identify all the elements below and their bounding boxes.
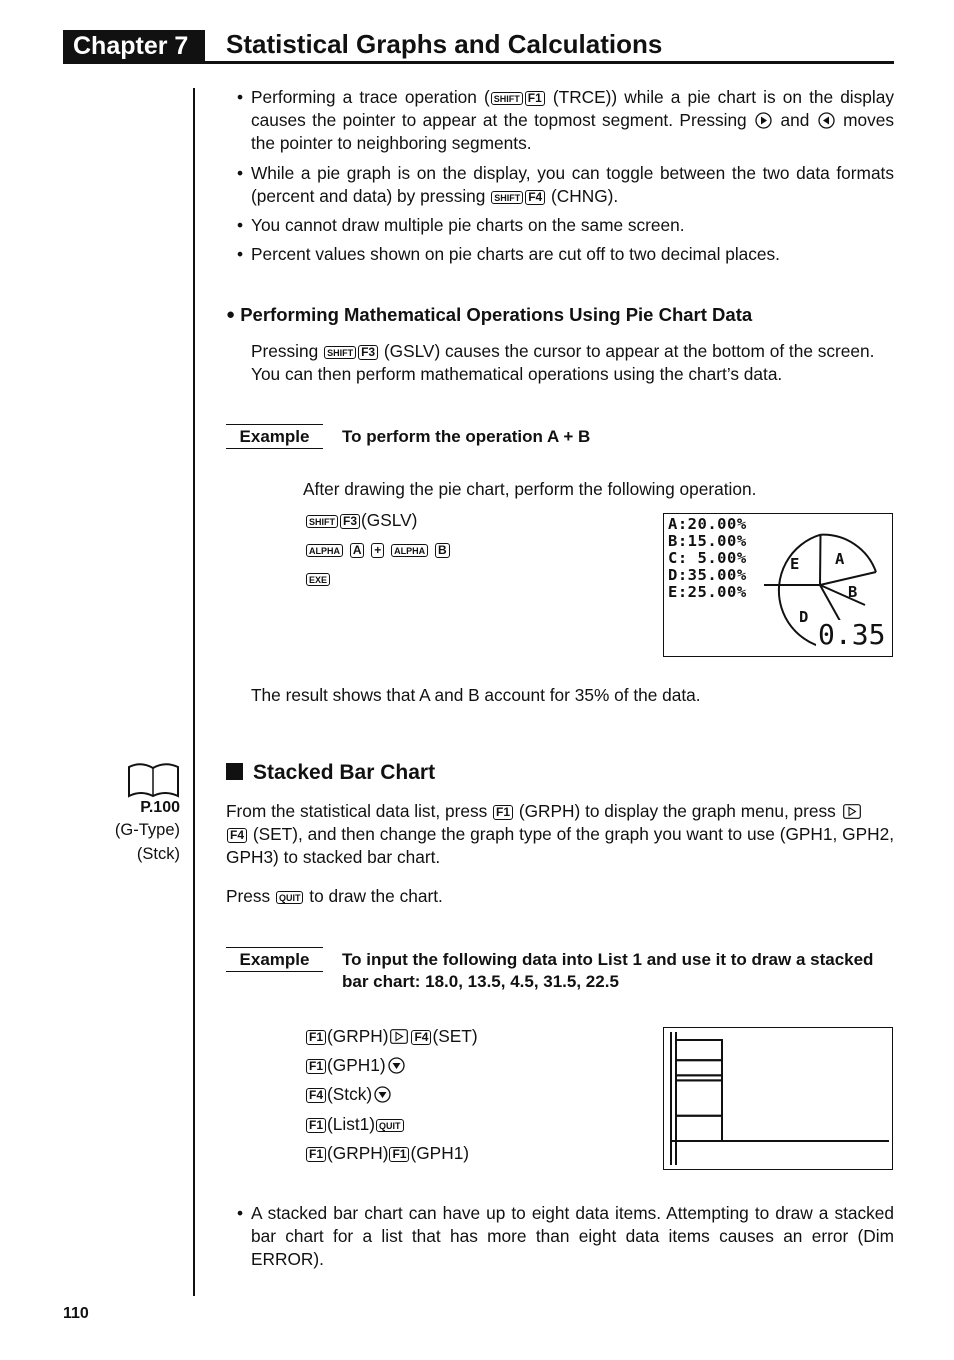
- pie-line: A:20.00%: [668, 515, 747, 533]
- pie-line: B:15.00%: [668, 532, 747, 550]
- f4-key: F4: [306, 1088, 326, 1103]
- example-label: Example: [226, 424, 323, 449]
- segment-label-a: A: [835, 550, 845, 568]
- section-square-icon: [226, 763, 243, 780]
- f1-key: F1: [306, 1030, 326, 1045]
- b-key: B: [435, 543, 450, 558]
- calculator-screen-stacked-bar: [663, 1027, 893, 1170]
- f1-key: F1: [389, 1147, 409, 1162]
- f1-key: F1: [306, 1059, 326, 1074]
- stacked-bar-segment: [676, 1060, 722, 1075]
- quit-key: QUIT: [376, 1119, 404, 1132]
- shift-key: SHIFT: [491, 191, 523, 204]
- stacked-bar-segment: [676, 1080, 722, 1115]
- example-instruction: After drawing the pie chart, perform the following operation.: [303, 479, 757, 499]
- segment-label-e: E: [790, 555, 800, 573]
- step-gslv: SHIFT F3 (GSLV): [305, 509, 417, 532]
- margin-rule: [193, 88, 195, 1296]
- shift-key: SHIFT: [491, 92, 523, 105]
- example-description: To perform the operation A + B: [342, 427, 591, 446]
- f1-key: F1: [306, 1147, 326, 1162]
- pie-line: C: 5.00%: [668, 549, 747, 567]
- stacked-limit-note: A stacked bar chart can have up to eight data items. Attempting to draw a stacked bar chart for a list that has more than eight data items causes an error (Dim ERROR).: [251, 1203, 894, 1269]
- stacked-intro: From the statistical data list, press F1 (GRPH) to display the graph menu, press F4 (SET), and then change the graph type of the graph you want to use (GPH1, GPH2, GPH3) to stacked bar chart.: [226, 801, 894, 867]
- f1-key: F1: [493, 805, 513, 820]
- bullet: •: [237, 215, 244, 235]
- f4-key: F4: [227, 828, 247, 843]
- book-reference-icon: [127, 762, 180, 798]
- f3-key: F3: [340, 514, 360, 529]
- step-grph-set: F1 (GRPH) F4 (SET): [305, 1025, 478, 1048]
- reference-gtype: (G-Type): [114, 821, 180, 839]
- f1-key: F1: [525, 91, 545, 106]
- f4-key: F4: [525, 190, 545, 205]
- page-number: 110: [63, 1305, 89, 1322]
- example-label: Example: [226, 947, 323, 972]
- bullet: •: [237, 163, 244, 183]
- example-result-text: The result shows that A and B account for 35% of the data.: [251, 685, 701, 705]
- step-exe: [305, 567, 331, 590]
- right-arrow-key-icon: [755, 112, 772, 129]
- quit-key: QUIT: [276, 891, 304, 904]
- stacked-draw-instruction: Press QUIT to draw the chart.: [226, 886, 443, 906]
- chapter-title: Statistical Graphs and Calculations: [226, 29, 663, 59]
- chapter-label: Chapter 7: [63, 30, 205, 62]
- segment-label-b: B: [848, 583, 858, 601]
- note-trace: Performing a trace operation ( SHIFT F1 (TRCE)) while a pie chart is on the display causes the pointer to appear at the topmost segment. Pressing and moves the pointer to neighboring segments.: [251, 87, 895, 153]
- bullet-dot-icon: ●: [226, 306, 236, 323]
- f4-key: F4: [411, 1030, 431, 1045]
- calculator-screen-pie: [663, 513, 893, 657]
- example-description: To input the following data into List 1 and use it to draw a stacked bar chart: 18.0, 13.5, 4.5, 31.5, 22.5: [342, 950, 874, 991]
- left-arrow-key-icon: [818, 112, 835, 129]
- down-arrow-key-icon: [388, 1057, 405, 1074]
- bullet: •: [237, 244, 244, 264]
- note-toggle: While a pie graph is on the display, you can toggle between the two data formats (percent and data) by pressing SHIFT F4 (CHNG).: [251, 163, 894, 206]
- page-reference: P.100: [140, 799, 180, 816]
- exe-key: EXE: [306, 573, 330, 586]
- down-arrow-key-icon: [374, 1086, 391, 1103]
- math-section-intro: Pressing SHIFT F3 (GSLV) causes the cursor to appear at the bottom of the screen. You can then perform mathematical operations using the chart’s data.: [251, 341, 875, 384]
- note-multiple: You cannot draw multiple pie charts on the same screen.: [251, 215, 685, 235]
- step-a-plus-b: [305, 538, 451, 561]
- bullet: •: [237, 87, 244, 107]
- segment-label-d: D: [799, 608, 809, 626]
- pie-line: D:35.00%: [668, 566, 747, 584]
- shift-key: SHIFT: [306, 515, 338, 528]
- bullet: •: [237, 1203, 244, 1223]
- shift-key: SHIFT: [324, 346, 356, 359]
- step-grph-gph1: F1 (GRPH) F1 (GPH1): [305, 1142, 469, 1165]
- math-section-heading: ● Performing Mathematical Operations Using Pie Chart Data: [226, 304, 753, 325]
- calc-result: 0.35: [818, 618, 886, 651]
- f3-key: F3: [358, 345, 378, 360]
- stacked-bar-segment: [676, 1040, 722, 1060]
- step-gph1: F1 (GPH1): [305, 1054, 407, 1077]
- f1-key: F1: [306, 1118, 326, 1133]
- plus-key: +: [371, 543, 384, 558]
- alpha-key: ALPHA: [391, 544, 428, 557]
- step-stck: F4 (Stck): [305, 1083, 393, 1106]
- right-arrow-key-icon: [390, 1029, 408, 1044]
- note-percent: Percent values shown on pie charts are cut off to two decimal places.: [251, 244, 780, 264]
- stacked-bar-heading: Stacked Bar Chart: [226, 761, 435, 785]
- header-rule: [63, 61, 894, 64]
- step-list1: F1 (List1) QUIT: [305, 1113, 405, 1136]
- reference-stck: (Stck): [136, 845, 180, 863]
- right-arrow-key-icon: [843, 804, 861, 819]
- stacked-bar-graphic: [664, 1028, 892, 1169]
- alpha-key: ALPHA: [306, 544, 343, 557]
- pie-line: E:25.00%: [668, 583, 747, 601]
- a-key: A: [350, 543, 365, 558]
- stacked-bar-segment: [676, 1116, 722, 1141]
